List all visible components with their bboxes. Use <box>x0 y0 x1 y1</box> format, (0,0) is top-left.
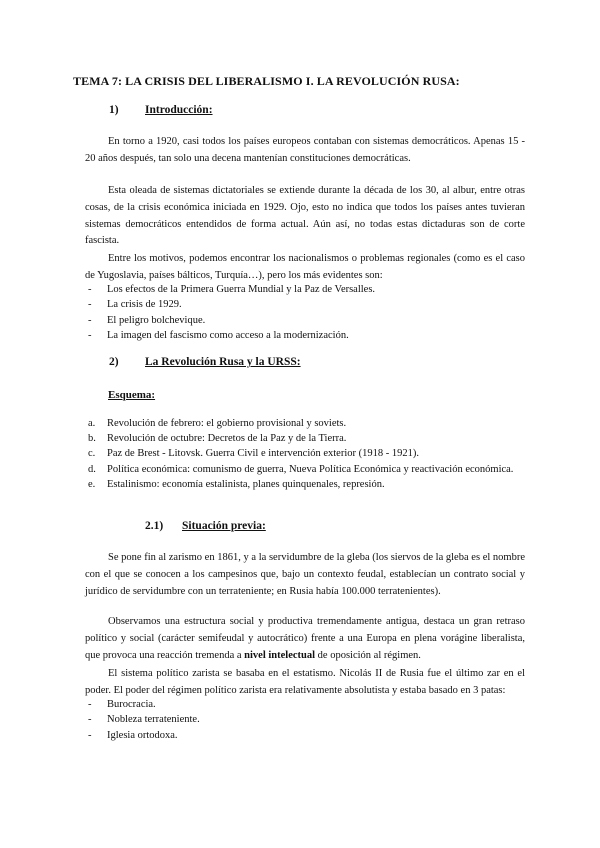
esquema-label: Esquema: <box>108 389 156 401</box>
page-title: TEMA 7: LA CRISIS DEL LIBERALISMO I. LA REVOLUCIÓN RUSA: <box>73 74 460 88</box>
list-item: - Burocracia. <box>85 697 525 712</box>
section-2-1-number: 2.1) <box>145 520 164 532</box>
esquema-list <box>85 416 525 492</box>
section-2-1-heading <box>145 520 266 532</box>
section-1-number: 1) <box>109 104 119 116</box>
bullet-marker: - <box>88 729 92 741</box>
section-2-heading <box>109 356 301 368</box>
list-item: a. Revolución de febrero: el gobierno provisional y soviets. <box>88 418 347 429</box>
section-1-title: Introducción: <box>145 104 213 116</box>
section-2-title: La Revolución Rusa y la URSS: <box>145 356 301 368</box>
section-2-1-title: Situación previa: <box>182 520 266 532</box>
bullet-marker: - <box>88 299 92 311</box>
intro-bullet-list <box>85 282 525 343</box>
list-item: d. Política económica: comunismo de guerra, Nueva Política Económica y reactivación económica. <box>88 463 514 475</box>
bullet-marker: - <box>88 699 92 710</box>
list-item: - El peligro bolchevique. <box>85 313 525 328</box>
list-item: c. Paz de Brest - Litovsk. Guerra Civil e intervención exterior (1918 - 1921). <box>88 448 419 460</box>
list-item: - La imagen del fascismo como acceso a la modernización. <box>85 328 525 343</box>
situacion-paragraph-1: Se pone fin al zarismo en 1861, y a la servidumbre de la gleba (los siervos de la gleba es el nombre con el que se conocen a los campesinos que, bajo un contexto feudal, establecían un contrato social y jurídico de servidumbre con un terrateniente; en Rusia había 100.000 terratenientes). <box>85 552 525 597</box>
intro-paragraph-1: En torno a 1920, casi todos los países europeos contaban con sistemas democráticos. Apenas 15 - 20 años después, tan solo una decena mantenían constituciones democráticas. <box>85 136 525 164</box>
bullet-marker: - <box>88 714 92 726</box>
intro-paragraph-3: Entre los motivos, podemos encontrar los nacionalismos o problemas regionales (como es el caso de Yugoslavia, países bálticos, Turquía…), pero los más evidentes son: <box>85 253 525 281</box>
situacion-paragraph-3: El sistema político zarista se basaba en el estatismo. Nicolás II de Rusia fue el último zar en el poder. El poder del régimen político zarista era relativamente absolutista y estaba basado en 3 patas: <box>85 668 525 696</box>
bold-phrase: nivel intelectual <box>244 649 316 661</box>
bullet-marker: - <box>88 284 92 295</box>
section-1-heading <box>109 104 213 116</box>
list-item: e. Estalinismo: economía estalinista, planes quinquenales, represión. <box>88 478 385 490</box>
list-item: - Nobleza terrateniente. <box>85 712 525 727</box>
intro-paragraph-2: Esta oleada de sistemas dictatoriales se extiende durante la década de los 30, al albur, entre otras cosas, de la crisis económica iniciada en 1929. Ojo, esto no indica que todos los países antes tuvieran sistemas democráticos entendidos de forma actual. Aún así, no todas estas dictaduras son de corte fascista. <box>85 185 525 247</box>
section-2-number: 2) <box>109 356 119 368</box>
list-item: b. Revolución de octubre: Decretos de la Paz y de la Tierra. <box>88 433 347 445</box>
list-item: - Iglesia ortodoxa. <box>85 728 525 743</box>
bullet-marker: - <box>88 314 92 326</box>
zarismo-bullet-list <box>85 697 525 743</box>
list-item: - Los efectos de la Primera Guerra Mundial y la Paz de Versalles. <box>85 282 525 297</box>
situacion-paragraph-2: Observamos una estructura social y productiva tremendamente antigua, destaca un gran retraso político y social (carácter semifeudal y autocrático) frente a una Europa en plena vorágine liberalista, que provoca una reacción tremenda a nivel intelectual de oposición al régimen. <box>85 616 525 661</box>
list-item: - La crisis de 1929. <box>85 297 525 312</box>
bullet-marker: - <box>88 329 92 341</box>
